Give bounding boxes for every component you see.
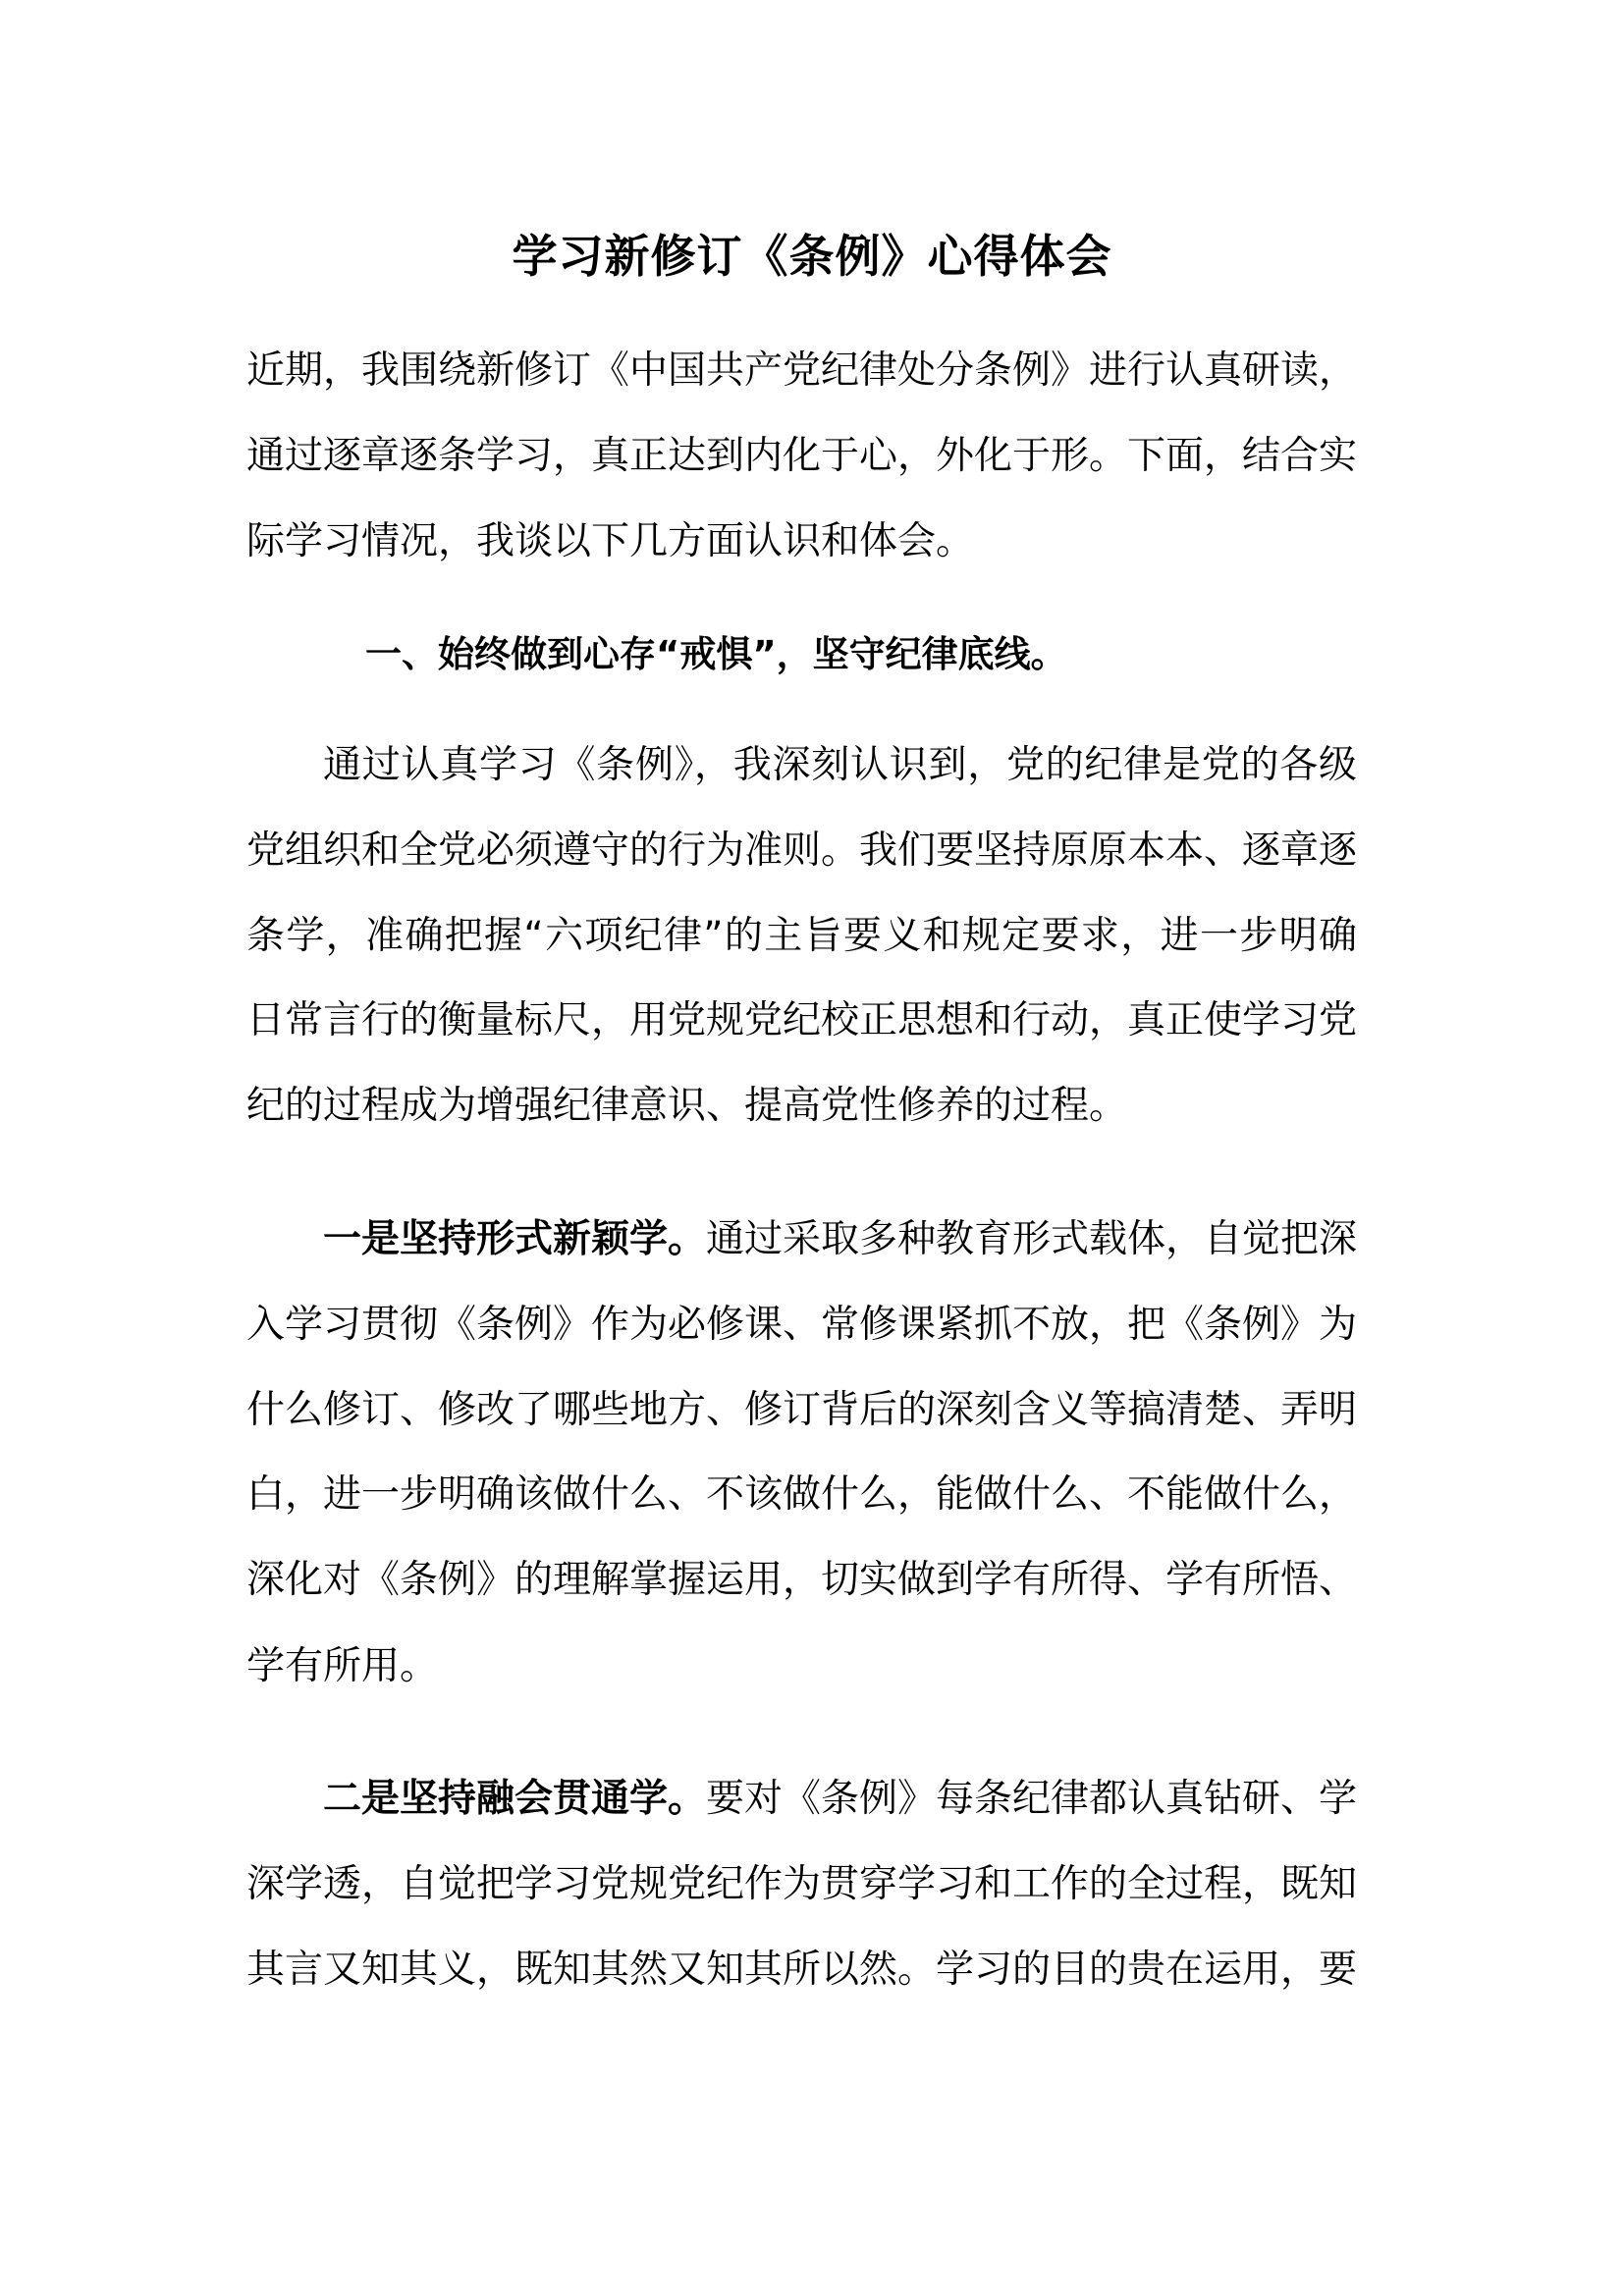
point-first-line <box>323 1775 1357 1824</box>
paragraph-line: 入学习贯彻《条例》作为必修课、常修课紧抓不放，把《条例》为 <box>246 1303 1358 1347</box>
section-heading: 一、始终做到心存“戒惧”，坚守纪律底线。 <box>365 633 1067 675</box>
paragraph-line: 白，进一步明确该做什么、不该做什么，能做什么、不能做什么， <box>246 1472 1358 1517</box>
paragraph-line: 日常言行的衡量标尺，用党规党纪校正思想和行动，真正使学习党 <box>246 998 1358 1042</box>
intro-line: 际学习情况，我谈以下几方面认识和体会。 <box>246 519 975 563</box>
point-text: 通过采取多种教育形式载体，自觉把深 <box>706 1217 1358 1261</box>
paragraph-line: 党组织和全党必须遵守的行为准则。我们要坚持原原本本、逐章逐 <box>246 828 1358 873</box>
document-title: 学习新修订《条例》心得体会 <box>512 230 1112 283</box>
intro-line: 近期，我围绕新修订《中国共产党纪律处分条例》进行认真研读， <box>246 348 1358 393</box>
paragraph-line: 深化对《条例》的理解掌握运用，切实做到学有所得、学有所悟、 <box>246 1558 1358 1602</box>
paragraph-line: 其言又知其义，既知其然又知其所以然。学习的目的贵在运用，要 <box>246 1948 1358 1992</box>
intro-line: 通过逐章逐条学习，真正达到内化于心，外化于形。下面，结合实 <box>246 434 1358 478</box>
paragraph-line: 纪的过程成为增强纪律意识、提高党性修养的过程。 <box>246 1084 1128 1128</box>
paragraph-line: 什么修订、修改了哪些地方、修订背后的深刻含义等搞清楚、弄明 <box>246 1388 1358 1432</box>
paragraph-line: 通过认真学习《条例》，我深刻认识到，党的纪律是党的各级 <box>323 743 1357 787</box>
point-lead: 二是坚持融会贯通学。 <box>323 1777 707 1821</box>
paragraph-line: 学有所用。 <box>246 1644 439 1688</box>
paragraph-line: 条学，准确把握“六项纪律”的主旨要义和规定要求，进一步明确 <box>246 914 1357 958</box>
paragraph-line: 深学透，自觉把学习党规党纪作为贯穿学习和工作的全过程，既知 <box>246 1862 1358 1906</box>
point-lead: 一是坚持形式新颖学。 <box>323 1217 707 1261</box>
point-first-line <box>323 1215 1357 1264</box>
point-text: 要对《条例》每条纪律都认真钻研、学 <box>706 1777 1358 1821</box>
